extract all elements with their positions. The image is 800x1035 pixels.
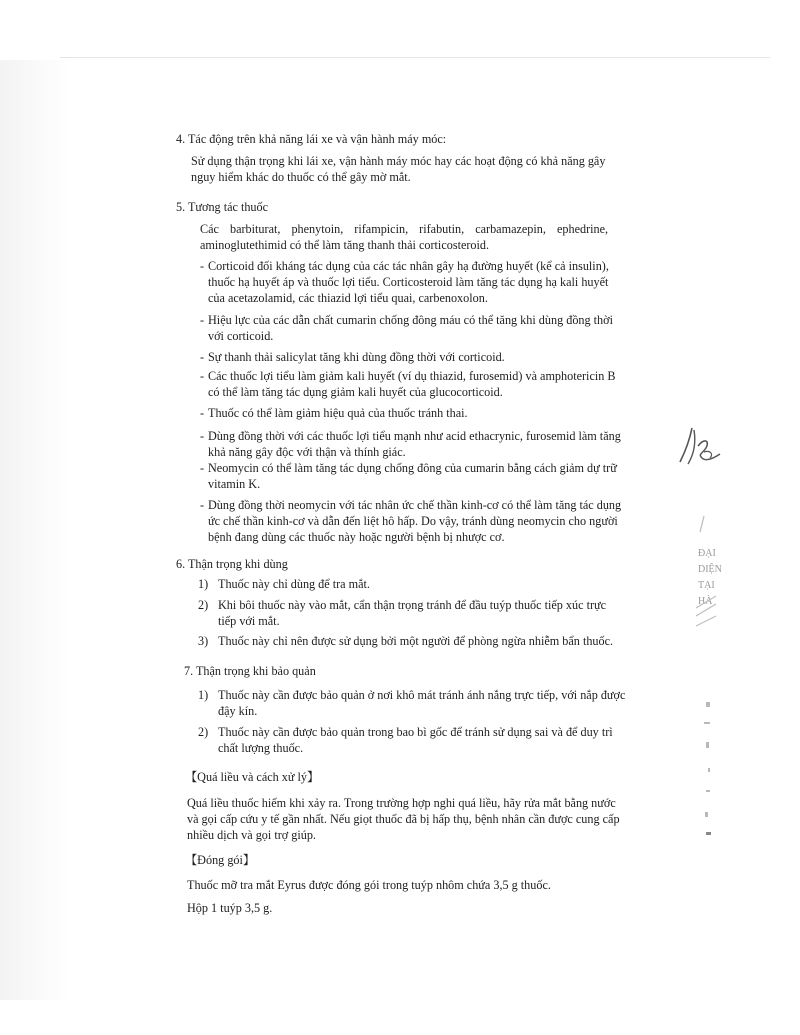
packing-line: Thuốc mỡ tra mắt Eyrus được đóng gói trong tuýp nhôm chứa 3,5 g thuốc. xyxy=(187,878,551,892)
item-line: Thuốc này chỉ dùng để tra mắt. xyxy=(218,577,370,591)
scan-shadow xyxy=(0,60,70,1000)
bullet-line: Các thuốc lợi tiểu làm giảm kali huyết (ví dụ thiazid, furosemid) và amphotericin B xyxy=(208,369,616,383)
bullet-line: vitamin K. xyxy=(208,477,261,491)
bullet-dash: - xyxy=(200,369,205,383)
margin-stamp-strokes xyxy=(690,512,720,642)
item-number: 1) xyxy=(198,577,209,591)
overdose-line: Quá liều thuốc hiếm khi xảy ra. Trong trường hợp nghi quá liều, hãy rửa mắt bằng nước xyxy=(187,796,616,810)
bullet-dash: - xyxy=(200,429,205,443)
item-line: tiếp với mắt. xyxy=(218,614,280,628)
overdose-line: nhiều dịch và gọi trợ giúp. xyxy=(187,828,316,842)
scan-edge-line xyxy=(60,57,770,58)
bullet-dash: - xyxy=(200,350,205,364)
section-5-heading: 5. Tương tác thuốc xyxy=(176,200,269,214)
bullet-line: của acetazolamid, các thiazid lợi tiểu quai, carbenoxolon. xyxy=(208,291,488,305)
packing-line: Hộp 1 tuýp 3,5 g. xyxy=(187,901,273,915)
item-number: 3) xyxy=(198,634,209,648)
bullet-dash: - xyxy=(200,406,205,420)
bullet-line: Dùng đồng thời neomycin với tác nhân ức chế thần kinh-cơ có thể làm tăng tác dụng xyxy=(208,498,622,512)
stamp-text: TẠI xyxy=(698,580,715,591)
bullet-line: Corticoid đối kháng tác dụng của các tác nhân gây hạ đường huyết (kể cả insulin), xyxy=(208,259,609,273)
bullet-line: khả năng gây độc với thận và thính giác. xyxy=(208,445,406,459)
section-4-line: Sử dụng thận trọng khi lái xe, vận hành máy móc hay các hoạt động có khả năng gây xyxy=(191,154,606,168)
bullet-dash: - xyxy=(200,498,205,512)
item-line: chất lượng thuốc. xyxy=(218,741,304,755)
item-line: Thuốc này cần được bảo quản trong bao bì gốc để tránh sử dụng sai và để duy trì xyxy=(218,725,613,739)
bullet-line: bệnh đang dùng các thuốc này hoặc người bệnh bị nhược cơ. xyxy=(208,530,505,544)
item-line: Khi bôi thuốc này vào mắt, cẩn thận trọng tránh để đầu tuýp thuốc tiếp xúc trực xyxy=(218,598,607,612)
stamp-text: HÀ xyxy=(698,596,713,607)
bullet-line: Neomycin có thể làm tăng tác dụng chống đông của cumarin bằng cách giảm dự trữ xyxy=(208,461,617,475)
bullet-line: Thuốc có thể làm giảm hiệu quả của thuốc tránh thai. xyxy=(208,406,468,420)
bullet-line: Sự thanh thải salicylat tăng khi dùng đồng thời với corticoid. xyxy=(208,350,505,364)
stamp-text: ĐẠI xyxy=(698,548,716,559)
section-4-heading: 4. Tác động trên khả năng lái xe và vận hành máy móc: xyxy=(176,132,447,146)
handwritten-signature xyxy=(676,424,724,468)
section-5-intro: Các barbiturat, phenytoin, rifampicin, rifabutin, carbamazepin, ephedrine, xyxy=(200,222,609,236)
bullet-line: có thể làm tăng tác dụng giảm kali huyết của glucocorticoid. xyxy=(208,385,503,399)
overdose-heading: 【Quá liều và cách xử lý】 xyxy=(185,770,320,784)
section-7-heading: 7. Thận trọng khi bảo quản xyxy=(184,664,316,678)
bullet-line: thuốc hạ huyết áp và thuốc lợi tiểu. Corticosteroid làm tăng tác dụng hạ kali huyết xyxy=(208,275,609,289)
bullet-dash: - xyxy=(200,259,205,273)
item-line: đậy kín. xyxy=(218,704,258,718)
section-5-intro: aminoglutethimid có thể làm tăng thanh thải corticosteroid. xyxy=(200,238,490,252)
item-number: 2) xyxy=(198,725,209,739)
item-line: Thuốc này chỉ nên được sử dụng bởi một người để phòng ngừa nhiễm bẩn thuốc. xyxy=(218,634,614,648)
item-line: Thuốc này cần được bảo quản ở nơi khô mát tránh ánh nắng trực tiếp, với nắp được xyxy=(218,688,626,702)
overdose-line: và gọi cấp cứu y tế gần nhất. Nếu giọt thuốc đã bị hấp thụ, bệnh nhân cần được cung cấp xyxy=(187,812,620,826)
section-6-heading: 6. Thận trọng khi dùng xyxy=(176,557,288,571)
bullet-line: ức chế thần kinh-cơ và dẫn đến liệt hô hấp. Do vậy, tránh dùng neomycin cho người xyxy=(208,514,618,528)
bullet-dash: - xyxy=(200,313,205,327)
bullet-dash: - xyxy=(200,461,205,475)
item-number: 1) xyxy=(198,688,209,702)
bullet-line: Hiệu lực của các dẫn chất cumarin chống đông máu có thể tăng khi dùng đồng thời xyxy=(208,313,613,327)
section-4-line: nguy hiểm khác do thuốc có thể gây mờ mắt. xyxy=(191,170,411,184)
bullet-line: Dùng đồng thời với các thuốc lợi tiểu mạnh như acid ethacrynic, furosemid làm tăng xyxy=(208,429,621,443)
packing-heading: 【Đóng gói】 xyxy=(185,853,256,867)
item-number: 2) xyxy=(198,598,209,612)
stamp-text: DIỆN xyxy=(698,564,722,575)
bullet-line: với corticoid. xyxy=(208,329,274,343)
